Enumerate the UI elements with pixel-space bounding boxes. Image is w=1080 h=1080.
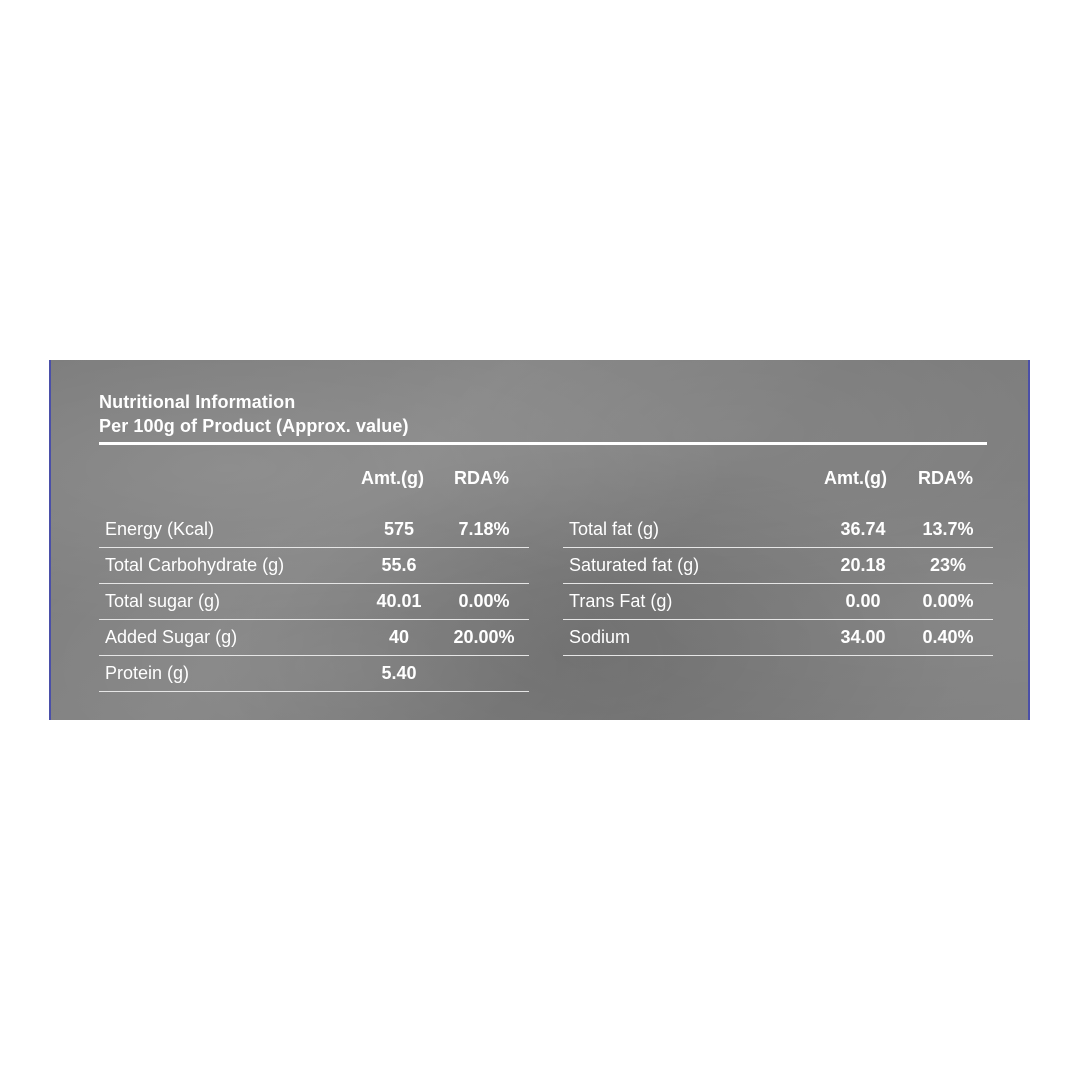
table-row-saturated-fat [563, 548, 993, 584]
row-label: Energy (Kcal) [105, 519, 215, 539]
row-amount: 20.18 [840, 555, 886, 575]
table-row-total-sugar [99, 584, 529, 620]
title-line-1: Nutritional Information [99, 392, 296, 412]
row-amount: 36.74 [840, 519, 886, 539]
nutrition-title [99, 390, 409, 438]
row-label: Added Sugar (g) [105, 627, 238, 647]
row-amount: 40.01 [376, 591, 422, 611]
row-amount: 55.6 [381, 555, 417, 575]
title-line-2: Per 100g of Product (Approx. value) [99, 416, 409, 436]
nutrition-panel [49, 360, 1030, 720]
row-rda: 23% [929, 555, 967, 575]
row-rda: 0.00% [458, 591, 510, 611]
row-amount: 5.40 [381, 663, 417, 683]
table-row-energy [99, 512, 529, 548]
row-rda: 13.7% [922, 519, 974, 539]
row-label: Saturated fat (g) [569, 555, 700, 575]
left-header-rda: RDA% [454, 468, 510, 488]
row-amount: 575 [383, 519, 415, 539]
row-rda: 20.00% [453, 627, 515, 647]
table-row-added-sugar [99, 620, 529, 656]
table-row-sodium [563, 620, 993, 656]
right-header-amt: Amt.(g) [824, 468, 887, 488]
table-row-total-carbohydrate [99, 548, 529, 584]
row-amount: 40 [388, 627, 410, 647]
row-amount: 34.00 [840, 627, 886, 647]
row-label: Protein (g) [105, 663, 190, 683]
row-label: Sodium [569, 627, 631, 647]
row-label: Total sugar (g) [105, 591, 221, 611]
row-rda: 7.18% [458, 519, 510, 539]
row-amount: 0.00 [845, 591, 881, 611]
table-row-total-fat [563, 512, 993, 548]
right-header-rda: RDA% [918, 468, 974, 488]
table-row-trans-fat [563, 584, 993, 620]
row-label: Trans Fat (g) [569, 591, 673, 611]
table-row-protein [99, 656, 529, 692]
title-divider [99, 442, 987, 445]
row-label: Total fat (g) [569, 519, 660, 539]
row-label: Total Carbohydrate (g) [105, 555, 285, 575]
row-rda: 0.40% [922, 627, 974, 647]
left-header-amt: Amt.(g) [361, 468, 424, 488]
row-rda: 0.00% [922, 591, 974, 611]
